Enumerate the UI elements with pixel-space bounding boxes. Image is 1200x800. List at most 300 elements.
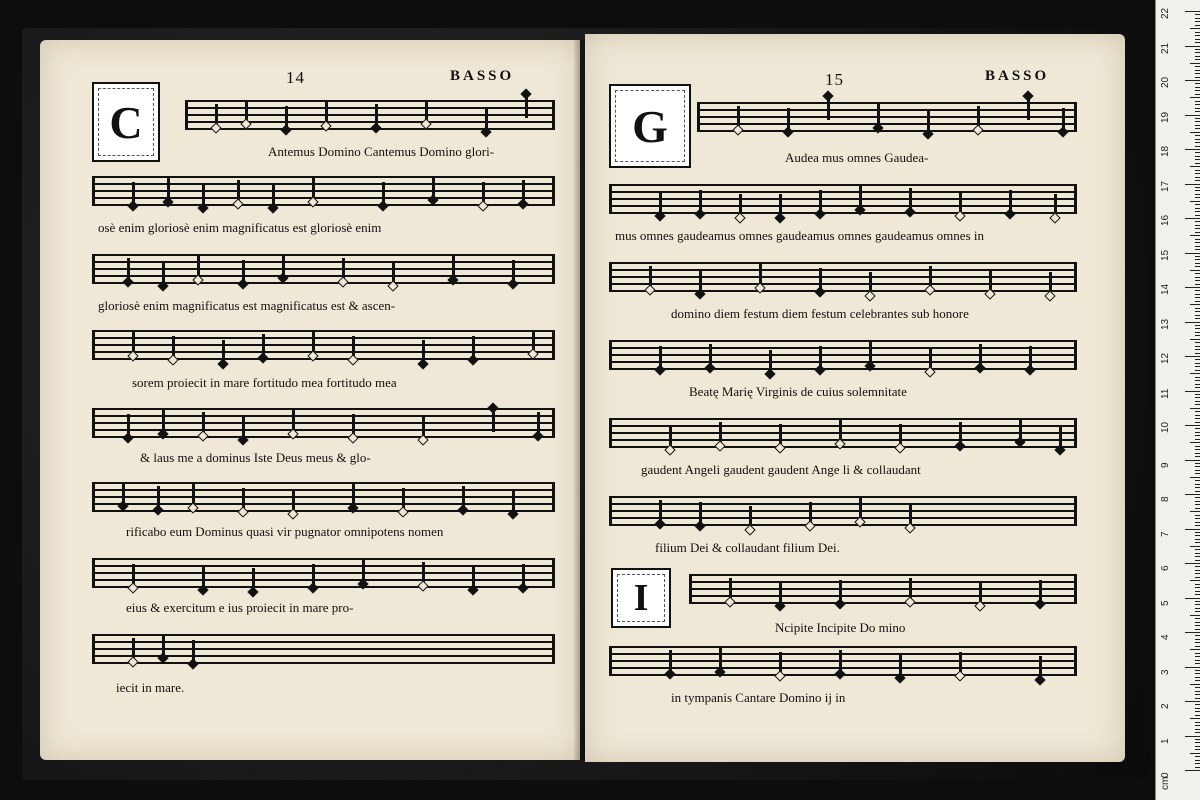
music-staff xyxy=(92,634,555,664)
music-staff xyxy=(92,408,555,438)
ruler-minor-tick xyxy=(1195,290,1200,291)
ruler-minor-tick xyxy=(1195,163,1200,164)
ruler-minor-tick xyxy=(1195,428,1200,429)
ruler-minor-tick xyxy=(1195,315,1200,316)
ruler-label: 15 xyxy=(1160,249,1171,261)
note xyxy=(769,350,772,374)
ruler-minor-tick xyxy=(1195,128,1200,129)
note xyxy=(537,412,540,436)
ruler-minor-tick xyxy=(1195,411,1200,412)
ruler-minor-tick xyxy=(1195,642,1200,643)
note xyxy=(312,332,315,356)
ruler-minor-tick xyxy=(1195,311,1200,312)
ruler-minor-tick xyxy=(1195,263,1200,264)
note xyxy=(927,110,930,134)
ruler-tick xyxy=(1185,425,1200,426)
note xyxy=(1054,194,1057,218)
ruler-minor-tick xyxy=(1195,87,1200,88)
ruler-minor-tick xyxy=(1195,553,1200,554)
ruler-minor-tick xyxy=(1195,746,1200,747)
note xyxy=(425,100,428,124)
ruler-minor-tick xyxy=(1195,25,1200,26)
note xyxy=(699,270,702,294)
ruler-minor-tick xyxy=(1195,39,1200,40)
ruler-minor-tick xyxy=(1190,477,1200,478)
ruler-minor-tick xyxy=(1195,677,1200,678)
note xyxy=(392,262,395,286)
note xyxy=(127,414,130,438)
ruler-minor-tick xyxy=(1195,594,1200,595)
ruler-minor-tick xyxy=(1195,108,1200,109)
ruler-label: 10 xyxy=(1160,421,1171,433)
voice-label: BASSO xyxy=(450,68,515,84)
note xyxy=(909,578,912,602)
ruler-minor-tick xyxy=(1195,708,1200,709)
ruler-minor-tick xyxy=(1195,722,1200,723)
ruler-minor-tick xyxy=(1195,673,1200,674)
lyric-line: rificabo eum Dominus quasi vir pugnator omnipotens nomen xyxy=(126,524,444,539)
note xyxy=(167,178,170,202)
note xyxy=(899,424,902,448)
note xyxy=(1019,418,1022,442)
ruler-tick xyxy=(1185,11,1200,12)
ruler-minor-tick xyxy=(1195,308,1200,309)
ruler-tick xyxy=(1185,736,1200,737)
note xyxy=(237,180,240,204)
note xyxy=(779,424,782,448)
note xyxy=(669,426,672,450)
note xyxy=(452,256,455,280)
note xyxy=(432,176,435,200)
note xyxy=(132,182,135,206)
ruler-minor-tick xyxy=(1195,56,1200,57)
note xyxy=(1027,96,1030,120)
ruler-minor-tick xyxy=(1195,208,1200,209)
ruler-tick xyxy=(1185,494,1200,495)
decorated-initial: G xyxy=(609,84,691,168)
note xyxy=(929,266,932,290)
ruler-minor-tick xyxy=(1195,687,1200,688)
ruler-minor-tick xyxy=(1195,625,1200,626)
note xyxy=(352,336,355,360)
note xyxy=(222,340,225,364)
lyric-line: domino diem festum diem festum celebrantes sub honore xyxy=(671,306,969,321)
ruler-minor-tick xyxy=(1195,404,1200,405)
ruler-tick xyxy=(1185,46,1200,47)
note xyxy=(649,266,652,290)
left-page xyxy=(40,40,580,760)
measurement-ruler xyxy=(1155,0,1200,800)
ruler-label: 12 xyxy=(1160,352,1171,364)
ruler-tick xyxy=(1185,770,1200,771)
ruler-minor-tick xyxy=(1195,601,1200,602)
ruler-minor-tick xyxy=(1195,346,1200,347)
ruler-minor-tick xyxy=(1195,335,1200,336)
music-staff xyxy=(609,262,1077,292)
note xyxy=(869,342,872,366)
music-staff xyxy=(609,496,1077,526)
ruler-minor-tick xyxy=(1195,294,1200,295)
ruler-minor-tick xyxy=(1195,377,1200,378)
note xyxy=(532,330,535,354)
note xyxy=(859,186,862,210)
note xyxy=(202,184,205,208)
note xyxy=(192,484,195,508)
ruler-minor-tick xyxy=(1195,635,1200,636)
ruler-minor-tick xyxy=(1195,194,1200,195)
ruler-minor-tick xyxy=(1195,663,1200,664)
ruler-tick xyxy=(1185,598,1200,599)
ruler-tick xyxy=(1185,253,1200,254)
ruler-minor-tick xyxy=(1195,387,1200,388)
ruler-minor-tick xyxy=(1195,197,1200,198)
ruler-minor-tick xyxy=(1190,580,1200,581)
ruler-minor-tick xyxy=(1195,415,1200,416)
ruler-minor-tick xyxy=(1195,66,1200,67)
ruler-minor-tick xyxy=(1195,397,1200,398)
ruler-tick xyxy=(1185,80,1200,81)
note xyxy=(482,182,485,206)
note xyxy=(699,502,702,526)
note xyxy=(899,654,902,678)
ruler-tick xyxy=(1185,391,1200,392)
ruler-minor-tick xyxy=(1195,394,1200,395)
ruler-label: 18 xyxy=(1160,145,1171,157)
note xyxy=(909,188,912,212)
lyric-line: iecit in mare. xyxy=(116,680,185,695)
note xyxy=(215,104,218,128)
ruler-minor-tick xyxy=(1190,684,1200,685)
ruler-minor-tick xyxy=(1195,94,1200,95)
ruler-minor-tick xyxy=(1195,246,1200,247)
note xyxy=(402,488,405,512)
ruler-minor-tick xyxy=(1195,532,1200,533)
note xyxy=(859,498,862,522)
ruler-label: 16 xyxy=(1160,214,1171,226)
ruler-minor-tick xyxy=(1190,615,1200,616)
ruler-minor-tick xyxy=(1195,77,1200,78)
ruler-minor-tick xyxy=(1195,118,1200,119)
ruler-minor-tick xyxy=(1195,239,1200,240)
note xyxy=(262,334,265,358)
ruler-minor-tick xyxy=(1195,204,1200,205)
ruler-label: 0 xyxy=(1160,772,1171,778)
ruler-tick xyxy=(1185,563,1200,564)
music-staff xyxy=(92,176,555,206)
ruler-minor-tick xyxy=(1195,698,1200,699)
note xyxy=(132,638,135,662)
ruler-minor-tick xyxy=(1195,318,1200,319)
note xyxy=(157,486,160,510)
note xyxy=(422,562,425,586)
ruler-minor-tick xyxy=(1195,670,1200,671)
ruler-minor-tick xyxy=(1195,90,1200,91)
ruler-minor-tick xyxy=(1195,656,1200,657)
ruler-tick xyxy=(1185,115,1200,116)
ruler-minor-tick xyxy=(1195,725,1200,726)
note xyxy=(325,102,328,126)
ruler-label: 14 xyxy=(1160,283,1171,295)
note xyxy=(877,104,880,128)
ruler-minor-tick xyxy=(1190,63,1200,64)
music-staff xyxy=(609,418,1077,448)
note xyxy=(512,490,515,514)
ruler-minor-tick xyxy=(1190,304,1200,305)
ruler-minor-tick xyxy=(1195,542,1200,543)
note xyxy=(472,566,475,590)
note xyxy=(132,564,135,588)
note xyxy=(197,256,200,280)
ruler-label: 21 xyxy=(1160,42,1171,54)
ruler-minor-tick xyxy=(1195,484,1200,485)
ruler-minor-tick xyxy=(1195,535,1200,536)
ruler-minor-tick xyxy=(1195,729,1200,730)
lyric-line: Audea mus omnes Gaudea- xyxy=(785,150,929,165)
lyric-line: Beatę Marię Virginis de cuius solemnitate xyxy=(689,384,907,399)
ruler-label: 22 xyxy=(1160,7,1171,19)
note xyxy=(737,106,740,130)
note xyxy=(352,414,355,438)
ruler-minor-tick xyxy=(1195,439,1200,440)
note xyxy=(959,652,962,676)
ruler-minor-tick xyxy=(1195,577,1200,578)
note xyxy=(122,482,125,506)
ruler-minor-tick xyxy=(1195,332,1200,333)
ruler-minor-tick xyxy=(1195,470,1200,471)
lyric-line: mus omnes gaudeamus omnes gaudeamus omnes gaudeamus omnes in xyxy=(615,228,984,243)
note xyxy=(709,344,712,368)
ruler-minor-tick xyxy=(1195,228,1200,229)
ruler-minor-tick xyxy=(1190,339,1200,340)
note xyxy=(979,344,982,368)
note xyxy=(979,582,982,606)
note xyxy=(282,254,285,278)
ruler-minor-tick xyxy=(1195,170,1200,171)
ruler-tick xyxy=(1185,218,1200,219)
ruler-minor-tick xyxy=(1195,653,1200,654)
ruler-minor-tick xyxy=(1195,711,1200,712)
note xyxy=(787,108,790,132)
ruler-minor-tick xyxy=(1195,42,1200,43)
note xyxy=(1029,346,1032,370)
ruler-label: 7 xyxy=(1160,530,1171,537)
note xyxy=(909,504,912,528)
lyric-line: gaudent Angeli gaudent gaudent Ange li & collaudant xyxy=(641,462,921,477)
ruler-minor-tick xyxy=(1195,215,1200,216)
note xyxy=(522,564,525,588)
ruler-minor-tick xyxy=(1195,432,1200,433)
note xyxy=(192,640,195,664)
ruler-minor-tick xyxy=(1195,618,1200,619)
note xyxy=(719,648,722,672)
lyric-line: in tympanis Cantare Domino ij in xyxy=(671,690,846,705)
ruler-minor-tick xyxy=(1195,749,1200,750)
note xyxy=(659,500,662,524)
note xyxy=(739,194,742,218)
ruler-minor-tick xyxy=(1195,680,1200,681)
ruler-minor-tick xyxy=(1195,366,1200,367)
ruler-minor-tick xyxy=(1195,249,1200,250)
ruler-minor-tick xyxy=(1195,604,1200,605)
note xyxy=(839,650,842,674)
note xyxy=(272,184,275,208)
note xyxy=(132,332,135,356)
note xyxy=(422,416,425,440)
ruler-minor-tick xyxy=(1195,446,1200,447)
ruler-tick xyxy=(1185,529,1200,530)
ruler-minor-tick xyxy=(1195,135,1200,136)
ruler-minor-tick xyxy=(1195,280,1200,281)
ruler-minor-tick xyxy=(1195,52,1200,53)
note xyxy=(382,182,385,206)
ruler-label: 9 xyxy=(1160,461,1171,468)
music-staff xyxy=(92,254,555,284)
ruler-tick xyxy=(1185,149,1200,150)
lyric-line: filium Dei & collaudant filium Dei. xyxy=(655,540,840,555)
ruler-minor-tick xyxy=(1195,349,1200,350)
ruler-minor-tick xyxy=(1195,284,1200,285)
ruler-minor-tick xyxy=(1195,59,1200,60)
ruler-minor-tick xyxy=(1195,491,1200,492)
note xyxy=(929,348,932,372)
ruler-minor-tick xyxy=(1195,70,1200,71)
note xyxy=(819,268,822,292)
note xyxy=(462,486,465,510)
note xyxy=(827,96,830,120)
ruler-minor-tick xyxy=(1195,584,1200,585)
note xyxy=(749,506,752,530)
note xyxy=(472,336,475,360)
music-staff xyxy=(185,100,555,130)
note xyxy=(819,190,822,214)
ruler-minor-tick xyxy=(1195,173,1200,174)
ruler-minor-tick xyxy=(1195,466,1200,467)
lyric-line: Antemus Domino Cantemus Domino glori- xyxy=(268,144,495,159)
note xyxy=(292,490,295,514)
ruler-minor-tick xyxy=(1195,259,1200,260)
note xyxy=(245,100,248,124)
ruler-label: 2 xyxy=(1160,703,1171,709)
ruler-minor-tick xyxy=(1195,266,1200,267)
ruler-minor-tick xyxy=(1195,142,1200,143)
music-staff xyxy=(609,184,1077,214)
ruler-label: 4 xyxy=(1160,634,1171,640)
ruler-minor-tick xyxy=(1195,622,1200,623)
note xyxy=(292,410,295,434)
note xyxy=(127,258,130,282)
note xyxy=(525,94,528,118)
right-page xyxy=(585,34,1125,762)
note xyxy=(362,560,365,584)
ruler-minor-tick xyxy=(1195,456,1200,457)
ruler-tick xyxy=(1185,322,1200,323)
ruler-minor-tick xyxy=(1195,732,1200,733)
music-staff xyxy=(92,482,555,512)
lyric-line: gloriosè enim magnificatus est magnificatus est & ascen- xyxy=(98,298,396,313)
ruler-minor-tick xyxy=(1190,373,1200,374)
note xyxy=(839,580,842,604)
ruler-minor-tick xyxy=(1195,111,1200,112)
ruler-label: 5 xyxy=(1160,599,1171,606)
ruler-minor-tick xyxy=(1195,159,1200,160)
page-number: 15 xyxy=(825,70,844,89)
music-staff xyxy=(697,102,1077,132)
note xyxy=(779,652,782,676)
ruler-minor-tick xyxy=(1190,235,1200,236)
note xyxy=(819,346,822,370)
ruler-minor-tick xyxy=(1195,256,1200,257)
ruler-minor-tick xyxy=(1195,497,1200,498)
note xyxy=(1049,272,1052,296)
ruler-minor-tick xyxy=(1195,35,1200,36)
note xyxy=(242,416,245,440)
ruler-minor-tick xyxy=(1190,753,1200,754)
ruler-minor-tick xyxy=(1195,739,1200,740)
note xyxy=(779,582,782,606)
ruler-label: 6 xyxy=(1160,565,1171,571)
ruler-minor-tick xyxy=(1195,139,1200,140)
note xyxy=(162,410,165,434)
music-staff xyxy=(689,574,1077,604)
ruler-minor-tick xyxy=(1195,522,1200,523)
ruler-label: 11 xyxy=(1160,388,1171,399)
ruler-minor-tick xyxy=(1195,756,1200,757)
ruler-minor-tick xyxy=(1195,611,1200,612)
ruler-tick xyxy=(1185,356,1200,357)
ruler-minor-tick xyxy=(1195,646,1200,647)
ruler-minor-tick xyxy=(1195,180,1200,181)
ruler-tick xyxy=(1185,287,1200,288)
ruler-minor-tick xyxy=(1195,704,1200,705)
ruler-minor-tick xyxy=(1195,767,1200,768)
note xyxy=(422,340,425,364)
ruler-minor-tick xyxy=(1195,211,1200,212)
ruler-minor-tick xyxy=(1195,325,1200,326)
note xyxy=(699,190,702,214)
note xyxy=(522,180,525,204)
ruler-tick xyxy=(1185,667,1200,668)
lyric-line: osè enim gloriosè enim magnificatus est gloriosè enim xyxy=(98,220,382,235)
note xyxy=(162,634,165,658)
ruler-minor-tick xyxy=(1195,177,1200,178)
ruler-minor-tick xyxy=(1190,649,1200,650)
lyric-line: eius & exercitum e ius proiecit in mare pro- xyxy=(126,600,354,615)
ruler-minor-tick xyxy=(1195,549,1200,550)
ruler-minor-tick xyxy=(1195,639,1200,640)
note xyxy=(977,106,980,130)
decorated-initial: I xyxy=(611,568,671,628)
ruler-minor-tick xyxy=(1195,121,1200,122)
ruler-minor-tick xyxy=(1195,691,1200,692)
ruler-minor-tick xyxy=(1195,370,1200,371)
lyric-line: sorem proiecit in mare fortitudo mea fortitudo mea xyxy=(132,375,397,390)
ruler-minor-tick xyxy=(1195,301,1200,302)
ruler-minor-tick xyxy=(1195,501,1200,502)
note xyxy=(342,258,345,282)
ruler-minor-tick xyxy=(1195,629,1200,630)
ruler-minor-tick xyxy=(1195,221,1200,222)
ruler-minor-tick xyxy=(1195,190,1200,191)
note xyxy=(375,104,378,128)
ruler-minor-tick xyxy=(1195,608,1200,609)
ruler-minor-tick xyxy=(1195,504,1200,505)
ruler-minor-tick xyxy=(1195,18,1200,19)
ruler-minor-tick xyxy=(1195,515,1200,516)
music-staff xyxy=(609,340,1077,370)
ruler-minor-tick xyxy=(1195,384,1200,385)
ruler-minor-tick xyxy=(1195,242,1200,243)
note xyxy=(172,336,175,360)
